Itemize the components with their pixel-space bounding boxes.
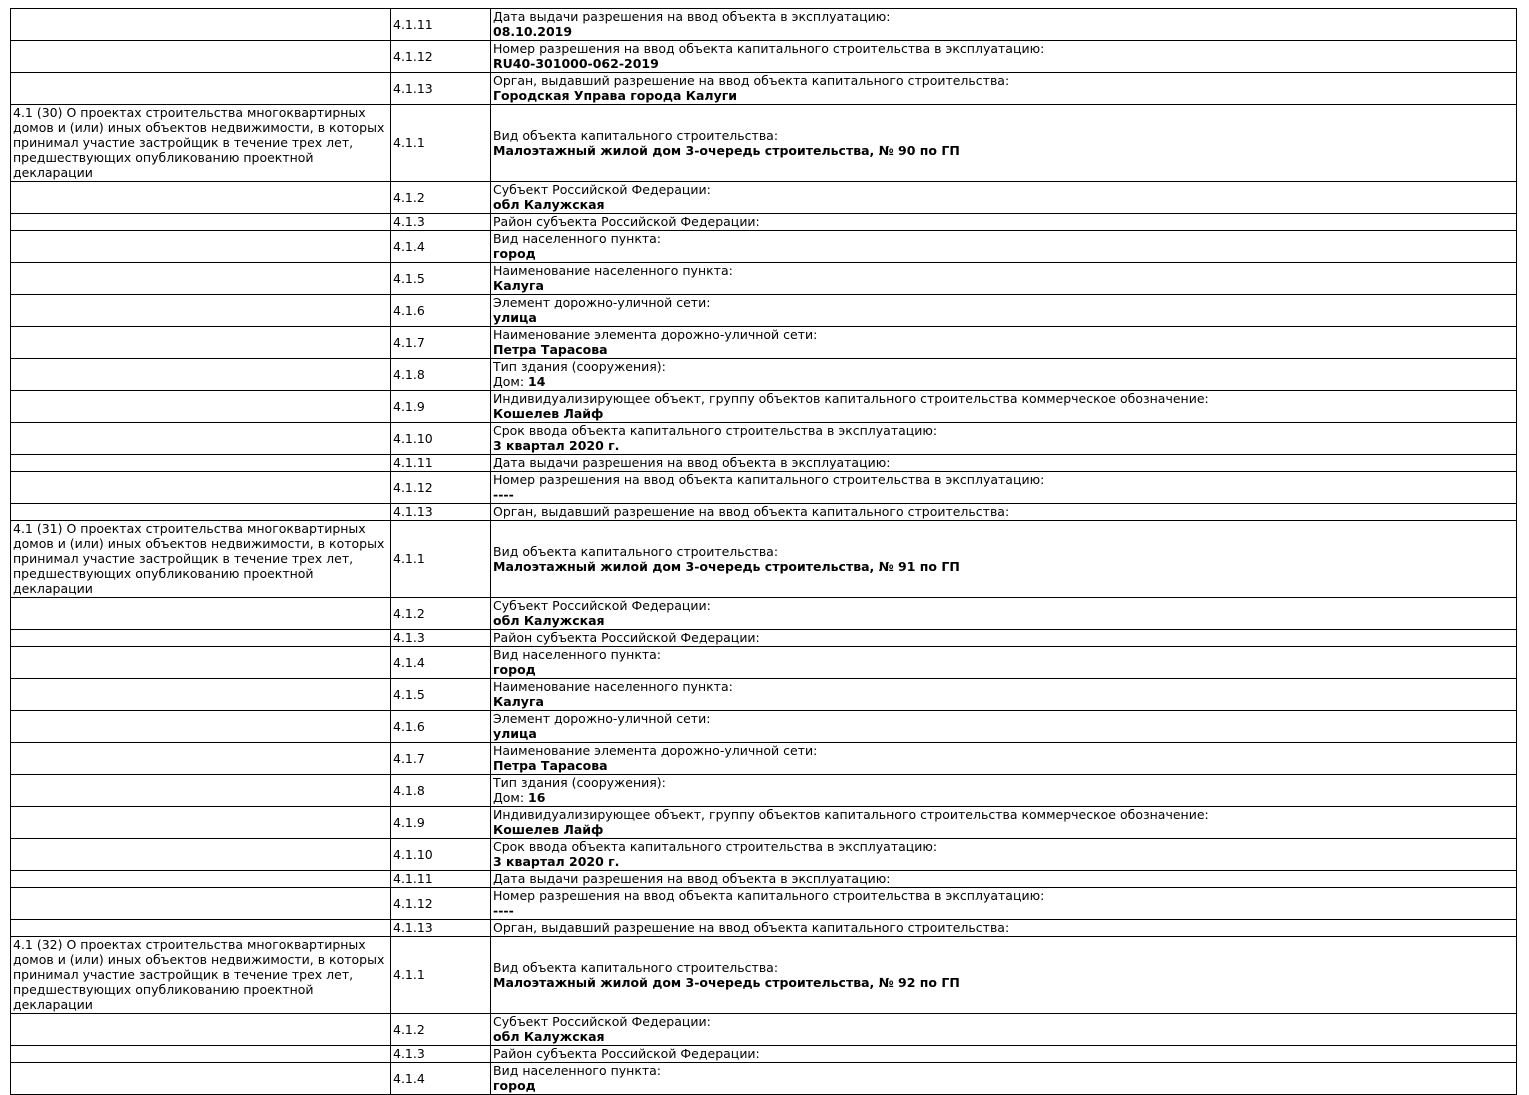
section-cell: [11, 1063, 391, 1095]
table-row: [11, 263, 1517, 295]
field-label: Вид населенного пункта:: [493, 231, 662, 246]
code-text: 4.1.7: [393, 750, 425, 766]
field-label-line: [493, 423, 1513, 438]
field-cell: [491, 359, 1517, 391]
field-label: Орган, выдавший разрешение на ввод объекта капитального строительства:: [493, 504, 1010, 519]
code-text: 4.1.2: [393, 1021, 425, 1037]
field-label: Тип здания (сооружения):: [493, 775, 666, 790]
field-value-prefix: Дом:: [493, 374, 529, 389]
code-cell: [391, 455, 491, 472]
code-cell: [391, 472, 491, 504]
code-cell: [391, 73, 491, 105]
section-cell: [11, 920, 391, 937]
field-value-line: [493, 822, 1513, 837]
code-cell: [391, 504, 491, 521]
code-text: 4.1.11: [393, 16, 433, 32]
table-row: [11, 423, 1517, 455]
field-value: 3 квартал 2020 г.: [493, 854, 620, 869]
field-label: Наименование населенного пункта:: [493, 263, 733, 278]
field-cell: [491, 1046, 1517, 1063]
table-row: [11, 711, 1517, 743]
field-value-line: [493, 1078, 1513, 1093]
section-text: 4.1 (30) О проектах строительства многоквартирных домов и (или) иных объектов недвижимости, в которых принимал участие застройщик в течение трех лет, предшествующих опубликованию проектной декларации: [13, 105, 385, 180]
field-label-line: [493, 1046, 1513, 1061]
field-label: Номер разрешения на ввод объекта капитального строительства в эксплуатацию:: [493, 888, 1045, 903]
field-cell: [491, 472, 1517, 504]
field-label-line: [493, 128, 1513, 143]
section-cell: [11, 472, 391, 504]
field-value: город: [493, 246, 536, 261]
field-label: Дата выдачи разрешения на ввод объекта в эксплуатацию:: [493, 9, 891, 24]
field-cell: [491, 182, 1517, 214]
field-label: Срок ввода объекта капитального строительства в эксплуатацию:: [493, 839, 938, 854]
table-row: [11, 1063, 1517, 1095]
field-value: Кошелев Лайф: [493, 406, 604, 421]
field-value-line: [493, 24, 1513, 39]
field-label: Орган, выдавший разрешение на ввод объекта капитального строительства:: [493, 73, 1010, 88]
field-label-line: [493, 41, 1513, 56]
code-text: 4.1.2: [393, 605, 425, 621]
field-value: обл Калужская: [493, 1029, 605, 1044]
field-label: Субъект Российской Федерации:: [493, 182, 711, 197]
code-cell: [391, 9, 491, 41]
field-label-line: [493, 711, 1513, 726]
section-cell: [11, 391, 391, 423]
table-row: [11, 807, 1517, 839]
field-label: Дата выдачи разрешения на ввод объекта в эксплуатацию:: [493, 871, 891, 886]
table-row: [11, 743, 1517, 775]
section-cell: [11, 598, 391, 630]
code-text: 4.1.6: [393, 718, 425, 734]
field-value-line: [493, 613, 1513, 628]
field-label-line: [493, 472, 1513, 487]
code-text: 4.1.3: [393, 1046, 425, 1061]
code-cell: [391, 391, 491, 423]
code-text: 4.1.5: [393, 686, 425, 702]
code-cell: [391, 263, 491, 295]
field-cell: [491, 711, 1517, 743]
table-row: [11, 472, 1517, 504]
field-value-line: [493, 438, 1513, 453]
code-cell: [391, 41, 491, 73]
field-label-line: [493, 231, 1513, 246]
field-value-line: [493, 559, 1513, 574]
table-row: [11, 231, 1517, 263]
field-value-line: [493, 694, 1513, 709]
field-value-line: [493, 854, 1513, 869]
code-cell: [391, 182, 491, 214]
field-label: Район субъекта Российской Федерации:: [493, 630, 760, 645]
field-value: улица: [493, 726, 537, 741]
field-cell: [491, 391, 1517, 423]
field-cell: [491, 871, 1517, 888]
field-label: Наименование элемента дорожно-уличной сети:: [493, 327, 818, 342]
field-label-line: [493, 73, 1513, 88]
field-value-line: [493, 143, 1513, 158]
field-label-line: [493, 807, 1513, 822]
field-label: Вид объекта капитального строительства:: [493, 959, 779, 975]
code-text: 4.1.6: [393, 302, 425, 318]
section-cell: [11, 521, 391, 598]
field-label-line: [493, 839, 1513, 854]
field-label: Номер разрешения на ввод объекта капитального строительства в эксплуатацию:: [493, 41, 1045, 56]
code-cell: [391, 359, 491, 391]
table-row: [11, 521, 1517, 598]
section-cell: [11, 647, 391, 679]
field-value-line: [493, 758, 1513, 773]
code-text: 4.1.7: [393, 334, 425, 350]
code-cell: [391, 630, 491, 647]
code-cell: [391, 423, 491, 455]
table-row: [11, 214, 1517, 231]
table-row: [11, 839, 1517, 871]
code-text: 4.1.13: [393, 504, 433, 519]
code-text: 4.1.1: [393, 135, 425, 150]
field-value-line: [493, 88, 1513, 103]
field-cell: [491, 937, 1517, 1014]
field-cell: [491, 41, 1517, 73]
section-cell: [11, 504, 391, 521]
field-label: Субъект Российской Федерации:: [493, 598, 711, 613]
section-text: 4.1 (31) О проектах строительства многоквартирных домов и (или) иных объектов недвижимости, в которых принимал участие застройщик в течение трех лет, предшествующих опубликованию проектной декларации: [13, 521, 385, 596]
field-value-line: [493, 278, 1513, 293]
field-label-line: [493, 647, 1513, 662]
field-cell: [491, 214, 1517, 231]
code-text: 4.1.12: [393, 479, 433, 495]
table-row: [11, 775, 1517, 807]
field-value: 16: [528, 790, 546, 805]
code-cell: [391, 598, 491, 630]
field-label-line: [493, 775, 1513, 790]
field-label: Срок ввода объекта капитального строительства в эксплуатацию:: [493, 423, 938, 438]
table-row: [11, 455, 1517, 472]
table-row: [11, 888, 1517, 920]
field-value-line: [493, 342, 1513, 357]
field-label-line: [493, 630, 1513, 645]
code-text: 4.1.3: [393, 214, 425, 229]
field-label-line: [493, 743, 1513, 758]
field-label-line: [493, 9, 1513, 24]
field-label-line: [493, 1063, 1513, 1078]
field-label: Вид объекта капитального строительства:: [493, 127, 779, 143]
field-value-line: [493, 903, 1513, 918]
section-cell: [11, 1014, 391, 1046]
code-cell: [391, 839, 491, 871]
code-cell: [391, 105, 491, 182]
code-text: 4.1.1: [393, 967, 425, 982]
field-cell: [491, 9, 1517, 41]
section-text: 4.1 (32) О проектах строительства многоквартирных домов и (или) иных объектов недвижимости, в которых принимал участие застройщик в течение трех лет, предшествующих опубликованию проектной декларации: [13, 937, 385, 1012]
section-cell: [11, 775, 391, 807]
section-cell: [11, 679, 391, 711]
table-row: [11, 630, 1517, 647]
field-label: Индивидуализирующее объект, группу объектов капитального строительства коммерческое обозначение:: [493, 391, 1209, 406]
field-cell: [491, 263, 1517, 295]
field-label-line: [493, 182, 1513, 197]
code-text: 4.1.11: [393, 455, 433, 470]
table-row: [11, 73, 1517, 105]
field-label: Субъект Российской Федерации:: [493, 1014, 711, 1029]
table-row: [11, 647, 1517, 679]
section-cell: [11, 182, 391, 214]
field-label: Индивидуализирующее объект, группу объектов капитального строительства коммерческое обозначение:: [493, 807, 1209, 822]
field-cell: [491, 679, 1517, 711]
field-label-line: [493, 214, 1513, 229]
section-cell: [11, 711, 391, 743]
table-row: [11, 9, 1517, 41]
field-value: город: [493, 1078, 536, 1093]
code-text: 4.1.13: [393, 920, 433, 935]
table-row: [11, 937, 1517, 1014]
section-cell: [11, 423, 391, 455]
field-cell: [491, 647, 1517, 679]
field-cell: [491, 630, 1517, 647]
field-value: ----: [493, 487, 514, 502]
section-cell: [11, 263, 391, 295]
field-label-line: [493, 455, 1513, 470]
field-value-line: [493, 197, 1513, 212]
field-value-line: [493, 406, 1513, 421]
code-cell: [391, 327, 491, 359]
code-cell: [391, 937, 491, 1014]
code-text: 4.1.10: [393, 846, 433, 862]
table-row: [11, 105, 1517, 182]
field-cell: [491, 839, 1517, 871]
field-cell: [491, 598, 1517, 630]
code-text: 4.1.11: [393, 871, 433, 886]
field-label-line: [493, 263, 1513, 278]
field-label: Наименование населенного пункта:: [493, 679, 733, 694]
field-cell: [491, 105, 1517, 182]
code-cell: [391, 295, 491, 327]
table-row: [11, 598, 1517, 630]
table-row: [11, 1046, 1517, 1063]
code-text: 4.1.10: [393, 430, 433, 446]
field-cell: [491, 920, 1517, 937]
table-row: [11, 920, 1517, 937]
field-value: Петра Тарасова: [493, 758, 608, 773]
table-row: [11, 871, 1517, 888]
table-row: [11, 295, 1517, 327]
code-text: 4.1.13: [393, 80, 433, 96]
field-label-line: [493, 391, 1513, 406]
code-cell: [391, 775, 491, 807]
field-label-line: [493, 504, 1513, 519]
code-cell: [391, 711, 491, 743]
field-label: Орган, выдавший разрешение на ввод объекта капитального строительства:: [493, 920, 1010, 935]
field-value: Городская Управа города Калуги: [493, 88, 738, 103]
section-cell: [11, 105, 391, 182]
table-row: [11, 504, 1517, 521]
section-cell: [11, 455, 391, 472]
field-cell: [491, 775, 1517, 807]
table-row: [11, 327, 1517, 359]
field-cell: [491, 327, 1517, 359]
field-value-line: [493, 975, 1513, 990]
section-cell: [11, 73, 391, 105]
table-row: [11, 679, 1517, 711]
field-value: город: [493, 662, 536, 677]
field-value-line: [493, 487, 1513, 502]
code-text: 4.1.12: [393, 48, 433, 64]
code-text: 4.1.8: [393, 782, 425, 798]
field-cell: [491, 504, 1517, 521]
field-value: 08.10.2019: [493, 24, 573, 39]
field-cell: [491, 295, 1517, 327]
field-label: Вид населенного пункта:: [493, 647, 662, 662]
declaration-table: [10, 8, 1517, 1095]
field-label: Вид объекта капитального строительства:: [493, 543, 779, 559]
field-label-line: [493, 598, 1513, 613]
table-row: [11, 182, 1517, 214]
field-value-line: [493, 56, 1513, 71]
field-value-line: [493, 246, 1513, 261]
section-cell: [11, 327, 391, 359]
field-cell: [491, 888, 1517, 920]
field-value-line: [493, 374, 1513, 389]
field-value: улица: [493, 310, 537, 325]
code-text: 4.1.8: [393, 366, 425, 382]
field-value: Петра Тарасова: [493, 342, 608, 357]
section-cell: [11, 871, 391, 888]
field-label: Тип здания (сооружения):: [493, 359, 666, 374]
code-text: 4.1.3: [393, 630, 425, 645]
field-value: RU40-301000-062-2019: [493, 56, 659, 71]
field-value: Калуга: [493, 694, 544, 709]
field-value: Малоэтажный жилой дом 3-очередь строительства, № 91 по ГП: [493, 558, 960, 574]
code-cell: [391, 807, 491, 839]
section-cell: [11, 888, 391, 920]
field-value-line: [493, 310, 1513, 325]
field-cell: [491, 521, 1517, 598]
field-label: Дата выдачи разрешения на ввод объекта в эксплуатацию:: [493, 455, 891, 470]
field-value-line: [493, 1029, 1513, 1044]
code-cell: [391, 1063, 491, 1095]
field-value: ----: [493, 903, 514, 918]
section-cell: [11, 1046, 391, 1063]
field-value: обл Калужская: [493, 613, 605, 628]
section-cell: [11, 359, 391, 391]
section-cell: [11, 807, 391, 839]
field-cell: [491, 73, 1517, 105]
field-label-line: [493, 359, 1513, 374]
field-cell: [491, 423, 1517, 455]
section-cell: [11, 214, 391, 231]
field-cell: [491, 807, 1517, 839]
table-row: [11, 391, 1517, 423]
code-text: 4.1.2: [393, 189, 425, 205]
code-text: 4.1.9: [393, 398, 425, 414]
section-cell: [11, 630, 391, 647]
field-label-line: [493, 1014, 1513, 1029]
field-value: 14: [528, 374, 546, 389]
field-value: 3 квартал 2020 г.: [493, 438, 620, 453]
field-label: Номер разрешения на ввод объекта капитального строительства в эксплуатацию:: [493, 472, 1045, 487]
field-cell: [491, 1014, 1517, 1046]
code-text: 4.1.4: [393, 654, 425, 670]
section-cell: [11, 295, 391, 327]
field-label-line: [493, 295, 1513, 310]
field-label: Элемент дорожно-уличной сети:: [493, 711, 711, 726]
field-label: Район субъекта Российской Федерации:: [493, 1046, 760, 1061]
code-text: 4.1.5: [393, 270, 425, 286]
field-value-line: [493, 662, 1513, 677]
field-value: Малоэтажный жилой дом 3-очередь строительства, № 92 по ГП: [493, 974, 960, 990]
field-value: Кошелев Лайф: [493, 822, 604, 837]
code-cell: [391, 521, 491, 598]
code-cell: [391, 1014, 491, 1046]
section-cell: [11, 231, 391, 263]
field-label-line: [493, 920, 1513, 935]
field-cell: [491, 455, 1517, 472]
section-cell: [11, 41, 391, 73]
field-label-line: [493, 679, 1513, 694]
field-cell: [491, 743, 1517, 775]
table-row: [11, 1014, 1517, 1046]
field-label-line: [493, 544, 1513, 559]
declaration-table-body: [11, 9, 1517, 1095]
field-value-prefix: Дом:: [493, 790, 529, 805]
code-cell: [391, 743, 491, 775]
field-label: Вид населенного пункта:: [493, 1063, 662, 1078]
table-row: [11, 359, 1517, 391]
code-text: 4.1.4: [393, 238, 425, 254]
section-cell: [11, 839, 391, 871]
field-value: Калуга: [493, 278, 544, 293]
code-cell: [391, 679, 491, 711]
field-cell: [491, 1063, 1517, 1095]
section-cell: [11, 743, 391, 775]
code-text: 4.1.1: [393, 551, 425, 566]
field-value-line: [493, 726, 1513, 741]
code-cell: [391, 1046, 491, 1063]
section-cell: [11, 937, 391, 1014]
field-label-line: [493, 888, 1513, 903]
code-cell: [391, 647, 491, 679]
table-row: [11, 41, 1517, 73]
field-label-line: [493, 871, 1513, 886]
field-label: Район субъекта Российской Федерации:: [493, 214, 760, 229]
field-label-line: [493, 327, 1513, 342]
code-cell: [391, 231, 491, 263]
field-label-line: [493, 960, 1513, 975]
field-value: Малоэтажный жилой дом 3-очередь строительства, № 90 по ГП: [493, 142, 960, 158]
code-cell: [391, 871, 491, 888]
code-cell: [391, 920, 491, 937]
field-value-line: [493, 790, 1513, 805]
field-value: обл Калужская: [493, 197, 605, 212]
code-cell: [391, 214, 491, 231]
section-cell: [11, 9, 391, 41]
field-label: Элемент дорожно-уличной сети:: [493, 295, 711, 310]
field-label: Наименование элемента дорожно-уличной сети:: [493, 743, 818, 758]
field-cell: [491, 231, 1517, 263]
code-cell: [391, 888, 491, 920]
code-text: 4.1.12: [393, 895, 433, 911]
code-text: 4.1.9: [393, 814, 425, 830]
code-text: 4.1.4: [393, 1070, 425, 1086]
